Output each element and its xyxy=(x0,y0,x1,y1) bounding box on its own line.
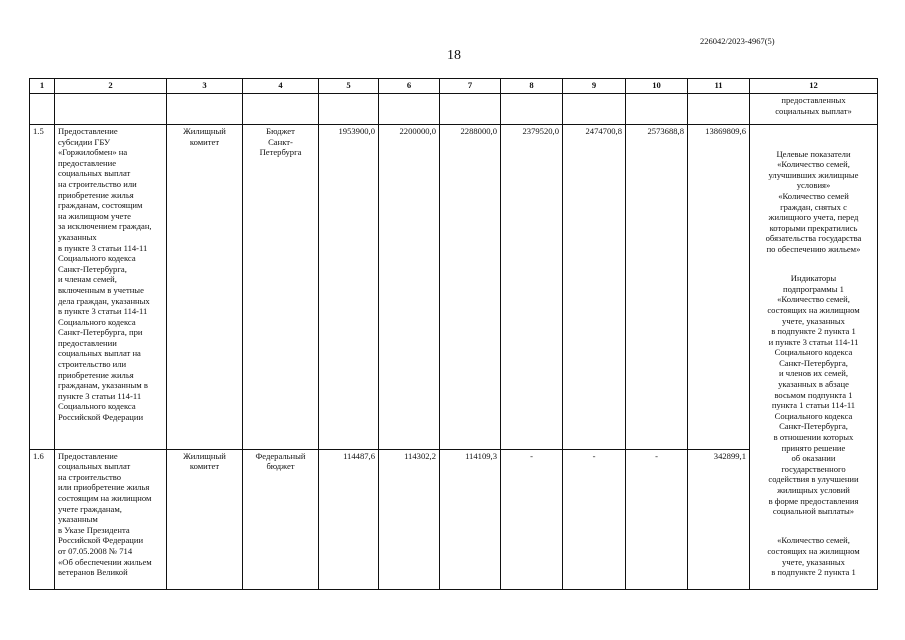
table-cell xyxy=(55,94,167,125)
column-header-1: 1 xyxy=(30,79,55,94)
column-header-7: 7 xyxy=(440,79,501,94)
row-number: 1.5 xyxy=(30,125,55,450)
column-header-2: 2 xyxy=(55,79,167,94)
column-header-3: 3 xyxy=(167,79,243,94)
total-value-cell: 13869809,6 xyxy=(688,125,750,450)
column-header-4: 4 xyxy=(243,79,319,94)
executor-cell: Жилищный комитет xyxy=(167,125,243,450)
value-cell: 2200000,0 xyxy=(379,125,440,450)
table-row xyxy=(30,125,878,450)
subprogram-indicators-text: Индикаторы подпрограммы 1 «Количество семей, состоящих на жилищном учете, указанных в подпункте 2 пункта 1 и пункте 3 статьи 114-11 Социального кодекса Санкт-Петербурга, и членов их семей, указанных в абзаце восьмом подпункта 1 пункта 1 статьи 114-11 Социального кодекса Санкт-Петербурга, в отношении которых принято решение об оказании государственного содействия в улучшении жилищных условий в форме предоставления социальной выплаты» xyxy=(767,273,860,517)
column-header-10: 10 xyxy=(626,79,688,94)
value-cell: 114487,6 xyxy=(319,449,379,590)
funding-source-cell: Федеральный бюджет xyxy=(243,449,319,590)
row-number: 1.6 xyxy=(30,449,55,590)
value-cell: 2379520,0 xyxy=(501,125,563,450)
value-cell: 2474700,8 xyxy=(563,125,626,450)
document-id: 226042/2023-4967(5) xyxy=(700,36,775,46)
column-number-row xyxy=(30,79,878,94)
column-header-8: 8 xyxy=(501,79,563,94)
table-cell xyxy=(319,94,379,125)
indicators-cell xyxy=(750,125,878,590)
total-value-cell: 342899,1 xyxy=(688,449,750,590)
value-cell: - xyxy=(626,449,688,590)
target-indicators-text: Целевые показатели «Количество семей, улучшивших жилищные условия» «Количество семей граждан, снятых с жилищного учета, перед которыми прекратились обязательства государства по обеспечению жильем» xyxy=(765,148,862,254)
column-header-6: 6 xyxy=(379,79,440,94)
value-cell: 114302,2 xyxy=(379,449,440,590)
column-header-5: 5 xyxy=(319,79,379,94)
value-cell: - xyxy=(563,449,626,590)
program-table xyxy=(29,78,878,590)
continuation-row xyxy=(30,94,878,125)
value-cell: - xyxy=(501,449,563,590)
table-cell xyxy=(243,94,319,125)
column-header-11: 11 xyxy=(688,79,750,94)
value-cell: 2288000,0 xyxy=(440,125,501,450)
page-number: 18 xyxy=(447,48,461,63)
table-cell xyxy=(626,94,688,125)
executor-cell: Жилищный комитет xyxy=(167,449,243,590)
value-cell: 1953900,0 xyxy=(319,125,379,450)
table-cell xyxy=(379,94,440,125)
continuation-indicators-cell: предоставленных социальных выплат» xyxy=(750,94,878,125)
table-cell xyxy=(167,94,243,125)
table-cell xyxy=(563,94,626,125)
column-header-12: 12 xyxy=(750,79,878,94)
funding-source-cell: Бюджет Санкт- Петербурга xyxy=(243,125,319,450)
next-indicator-text: «Количество семей, состоящих на жилищном учете, указанных в подпункте 2 пункта 1 xyxy=(767,535,860,578)
column-header-9: 9 xyxy=(563,79,626,94)
activity-description: Предоставление субсидии ГБУ «Горжилобмен» на предоставление социальных выплат на строительство или приобретение жилья гражданам, состоящим на жилищном учете за исключением граждан, указанных в пункте 3 статьи 114-11 Социального кодекса Санкт-Петербурга, и членам семей, включенным в учетные дела граждан, указанных в пункте 3 статьи 114-11 Социального кодекса Санкт-Петербурга, при предоставлении социальных выплат на строительство или приобретение жилья гражданам, указанным в пункте 3 статьи 114-11 Социального кодекса Российской Федерации xyxy=(55,125,167,450)
value-cell: 114109,3 xyxy=(440,449,501,590)
value-cell: 2573688,8 xyxy=(626,125,688,450)
table-cell xyxy=(440,94,501,125)
table-cell xyxy=(30,94,55,125)
table-cell xyxy=(501,94,563,125)
table-cell xyxy=(688,94,750,125)
activity-description: Предоставление социальных выплат на строительство или приобретение жилья состоящим на жилищном учете гражданам, указанным в Указе Президента Российской Федерации от 07.05.2008 № 714 «Об обеспечении жильем ветеранов Великой xyxy=(55,449,167,590)
